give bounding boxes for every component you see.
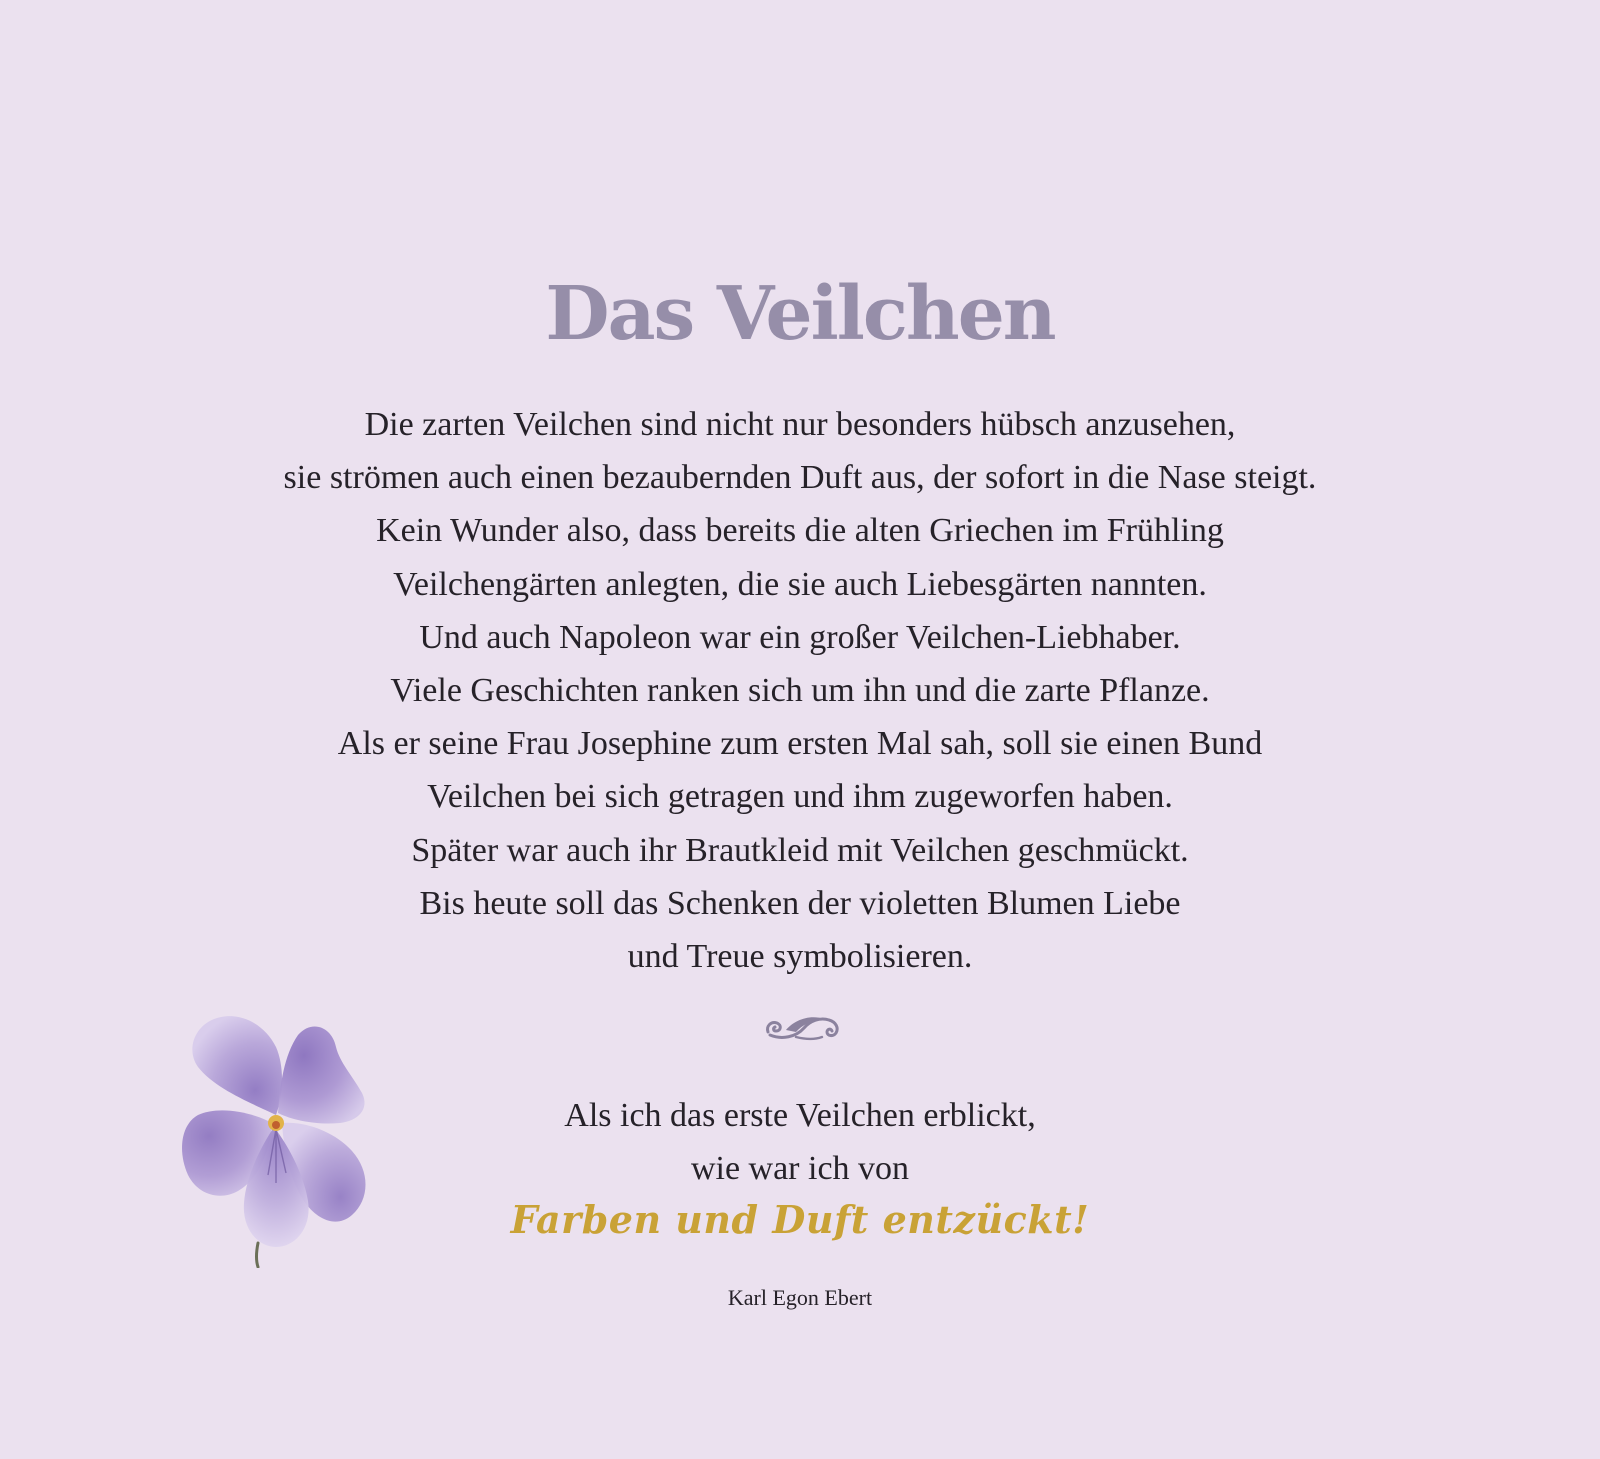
intro-paragraph (120, 398, 1480, 983)
body-line: Später war auch ihr Brautkleid mit Veilchen geschmückt. (411, 831, 1189, 869)
flourish-ornament-icon (762, 1010, 840, 1044)
body-line: sie strömen auch einen bezaubernden Duft aus, der sofort in die Nase steigt. (283, 459, 1317, 497)
body-line: Bis heute soll das Schenken der violetten Blumen Liebe (419, 884, 1181, 922)
body-line: Als er seine Frau Josephine zum ersten Mal sah, soll sie einen Bund (337, 725, 1263, 763)
body-line: Viele Geschichten ranken sich um ihn und die zarte Pflanze. (390, 672, 1210, 710)
quote-line: wie war ich von (690, 1150, 910, 1187)
page-title: Das Veilchen (545, 271, 1055, 357)
quote-accent-line: Farben und Duft entzückt! (510, 1197, 1090, 1242)
quote-block (0, 1089, 1600, 1195)
body-line: Die zarten Veilchen sind nicht nur besonders hübsch anzusehen, (364, 406, 1236, 443)
body-line: und Treue symbolisieren. (627, 938, 973, 976)
body-line: Kein Wunder also, dass bereits die alten Griechen im Frühling (376, 512, 1224, 550)
body-line: Veilchengärten anlegten, die sie auch Liebesgärten nannten. (393, 565, 1207, 603)
body-line: Und auch Napoleon war ein großer Veilchen-Liebhaber. (419, 618, 1181, 656)
quote-line: Als ich das erste Veilchen erblickt, (564, 1097, 1036, 1134)
body-line: Veilchen bei sich getragen und ihm zugeworfen haben. (427, 778, 1173, 816)
quote-author: Karl Egon Ebert (727, 1285, 873, 1310)
